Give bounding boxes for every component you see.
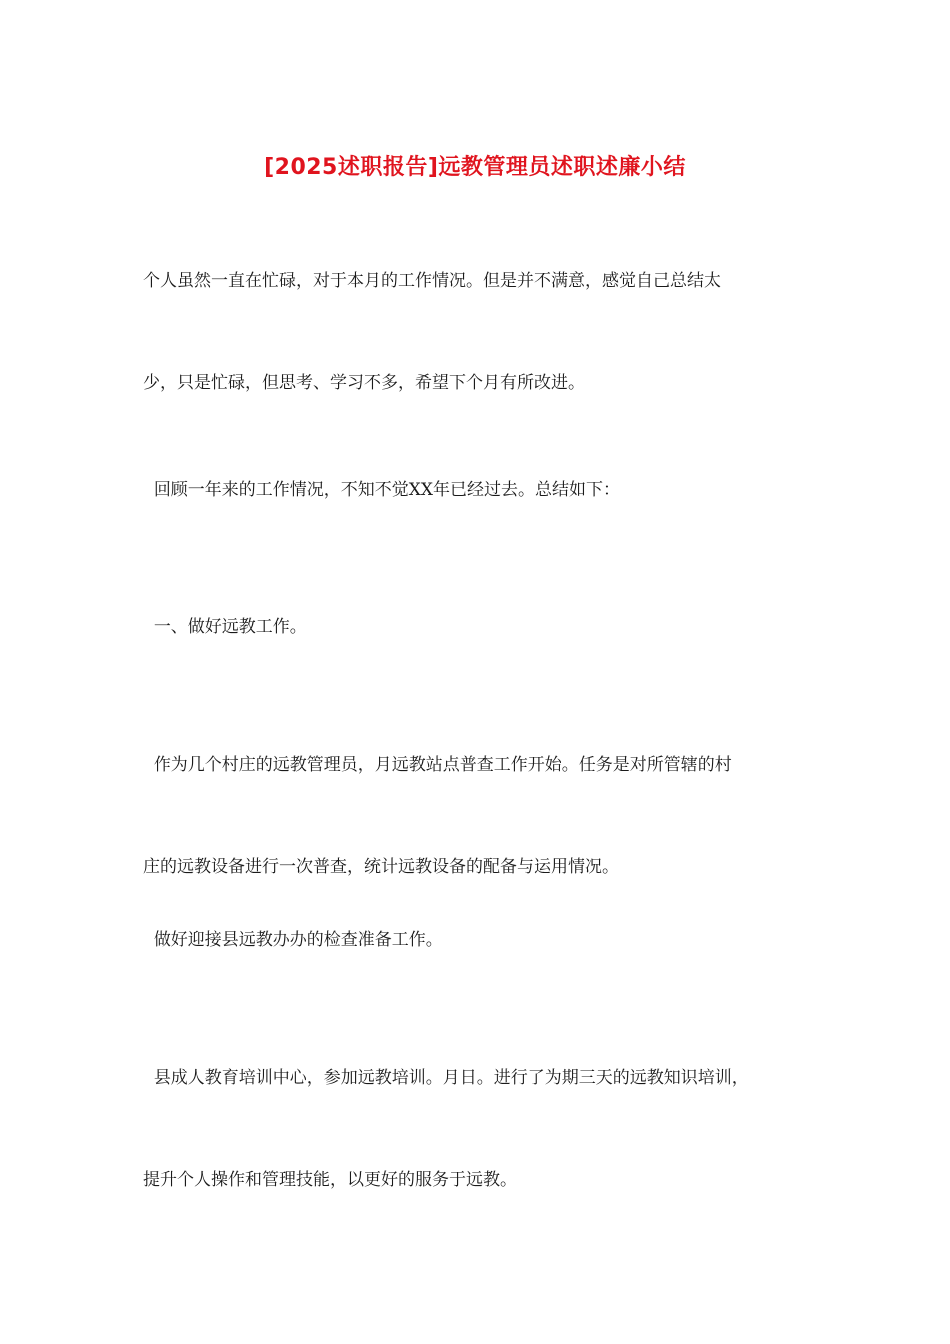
paragraph-line: 提升个人操作和管理技能，以更好的服务于远教。 (143, 1170, 517, 1190)
paragraph-line: 个人虽然一直在忙碌，对于本月的工作情况。但是并不满意，感觉自己总结太 (143, 271, 721, 291)
paragraph-line: 作为几个村庄的远教管理员，月远教站点普查工作开始。任务是对所管辖的村 (143, 755, 732, 775)
document-title: [2025述职报告]远教管理员述职述廉小结 (264, 155, 686, 180)
paragraph-line: 做好迎接县远教办办的检查准备工作。 (143, 930, 443, 950)
paragraph-training (143, 993, 815, 1265)
paragraph-line: 一、做好远教工作。 (143, 617, 307, 637)
paragraph-line: 少，只是忙碌，但思考、学习不多，希望下个月有所改进。 (143, 373, 585, 393)
paragraph-line: 回顾一年来的工作情况，不知不觉XX年已经过去。总结如下： (143, 480, 621, 500)
paragraph-line: 庄的远教设备进行一次普查，统计远教设备的配备与运用情况。 (143, 857, 619, 877)
paragraph-line: 县成人教育培训中心，参加远教培训。月日。进行了为期三天的远教知识培训， (143, 1068, 749, 1088)
